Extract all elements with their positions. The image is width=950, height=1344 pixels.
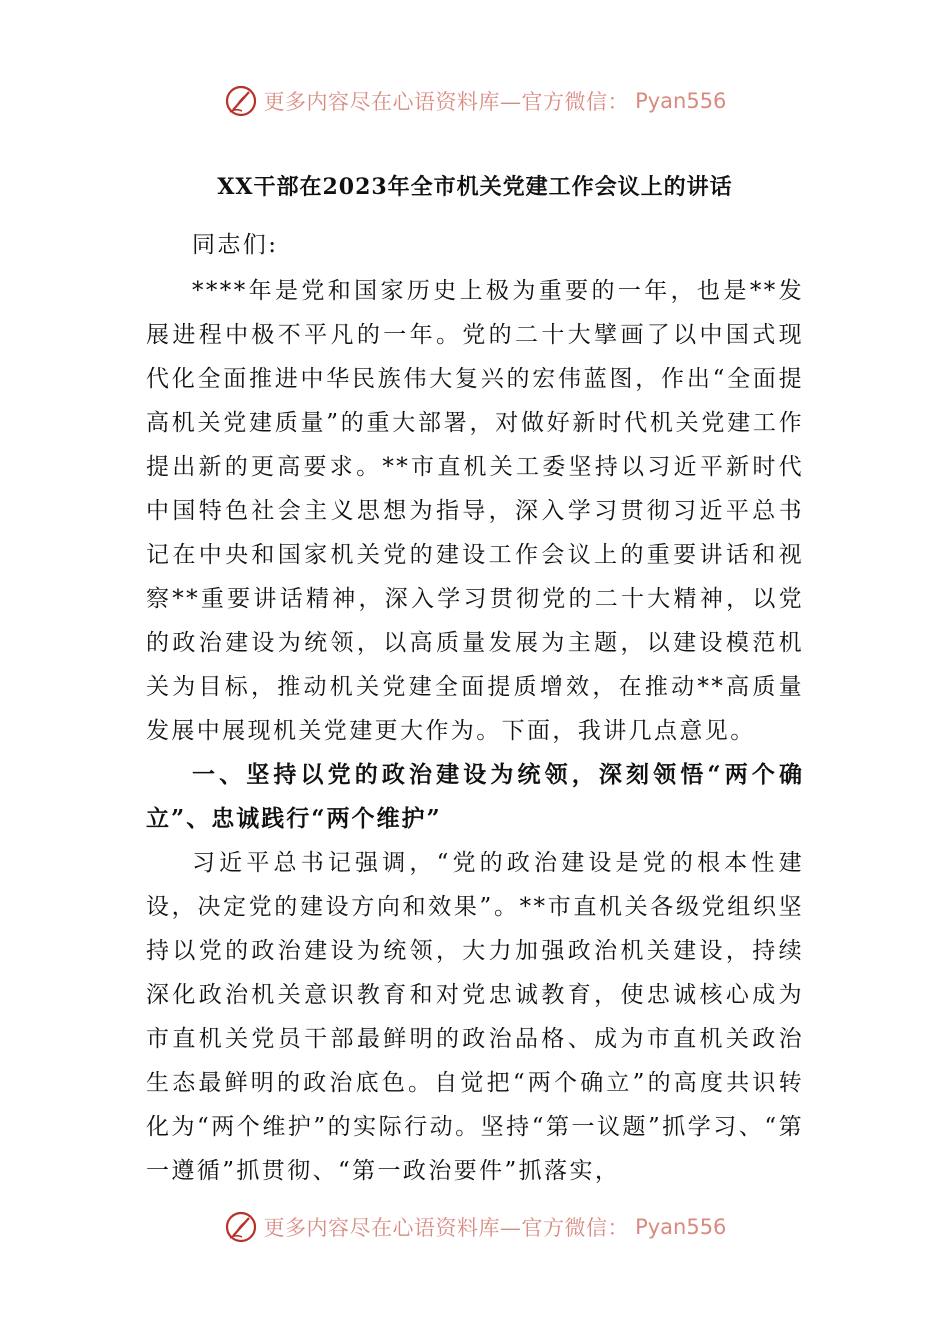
document-body xyxy=(146,165,804,1193)
quill-pen-circle-icon xyxy=(224,1210,258,1244)
watermark-banner-top xyxy=(0,84,950,118)
paragraph-2: 习近平总书记强调，“党的政治建设是党的根本性建设，决定党的建设方向和效果”。**市直机关各级党组织坚持以党的政治建设为统领，大力加强政治机关建设，持续深化政治机关意识教育和对党忠诚教育，使忠诚核心成为市直机关党员干部最鲜明的政治品格、成为市直机关政治生态最鲜明的政治底色。自觉把“两个确立”的高度共识转化为“两个维护”的实际行动。坚持“第一议题”抓学习、“第一遵循”抓贯彻、“第一政治要件”抓落实， xyxy=(146,850,804,1184)
paragraph-1: ****年是党和国家历史上极为重要的一年，也是**发展进程中极不平凡的一年。党的二十大擘画了以中国式现代化全面推进中华民族伟大复兴的宏伟蓝图，作出“全面提高机关党建质量”的重大部署，对做好新时代机关党建工作提出新的更高要求。**市直机关工委坚持以习近平新时代中国特色社会主义思想为指导，深入学习贯彻习近平总书记在中央和国家机关党的建设工作会议上的重要讲话和视察**重要讲话精神，深入学习贯彻党的二十大精神，以党的政治建设为统领，以高质量发展为主题，以建设模范机关为目标，推动机关党建全面提质增效，在推动**高质量发展中展现机关党建更大作为。下面，我讲几点意见。 xyxy=(146,278,804,744)
watermark-text: 更多内容尽在心语资料库—官方微信： xyxy=(263,1216,630,1240)
watermark-handle: Pyan556 xyxy=(635,1215,727,1239)
watermark-banner-bottom xyxy=(0,1210,950,1244)
document-title: XX干部在2023年全市机关党建工作会议上的讲话 xyxy=(217,174,733,200)
watermark-handle: Pyan556 xyxy=(635,89,727,113)
quill-pen-circle-icon xyxy=(224,84,258,118)
section-heading-1: 一、坚持以党的政治建设为统领，深刻领悟“两个确立”、忠诚践行“两个维护” xyxy=(146,761,804,832)
greeting: 同志们: xyxy=(192,232,279,258)
watermark-text: 更多内容尽在心语资料库—官方微信： xyxy=(263,90,630,114)
